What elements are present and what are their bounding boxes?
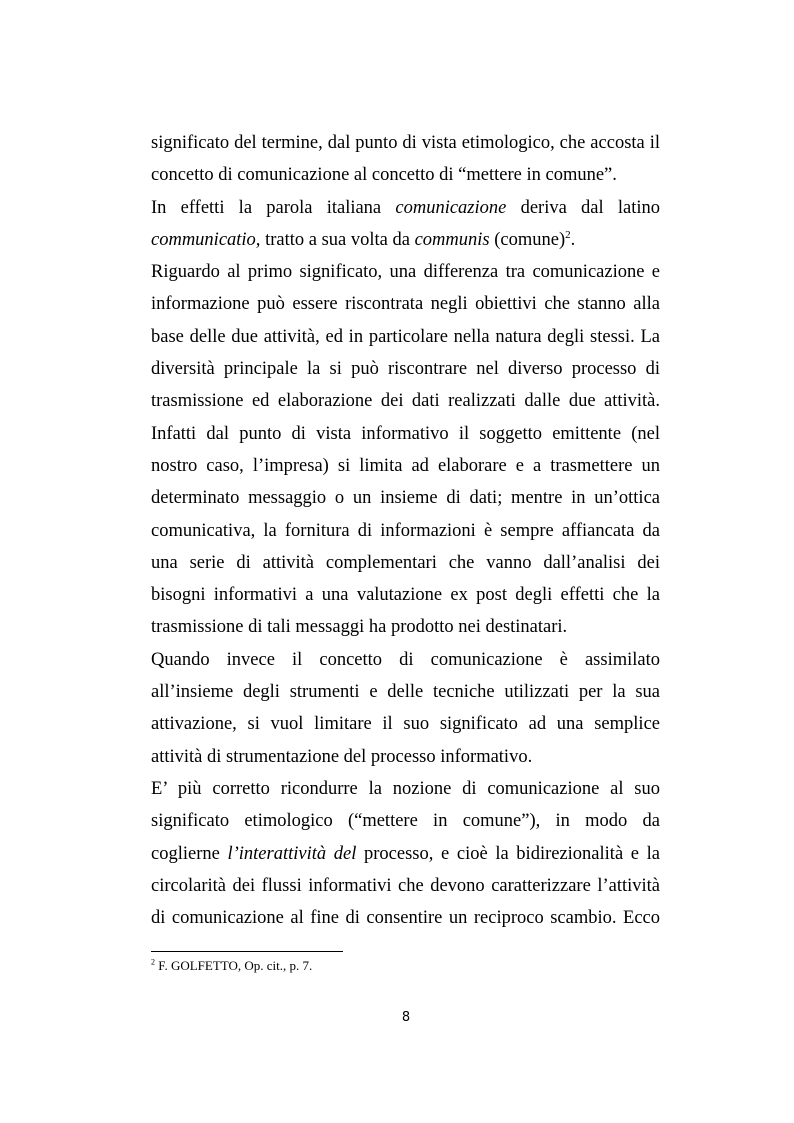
- text-line: nostro caso, l’impresa) si limita ad elaborare e a trasmettere un: [151, 455, 660, 476]
- footnote-text: F. GOLFETTO, Op. cit., p. 7.: [155, 958, 313, 973]
- italic-term-comunicazione: comunicazione: [395, 197, 507, 218]
- text-line: circolarità dei flussi informativi che devono caratterizzare l’attività: [151, 875, 660, 896]
- footnote-separator: [151, 951, 343, 952]
- italic-term-communis: communis: [414, 229, 490, 250]
- page-number: 8: [401, 1010, 411, 1025]
- text-line: trasmissione di tali messaggi ha prodotto nei destinatari.: [151, 617, 568, 638]
- text-line: comunicativa, la fornitura di informazioni è sempre affiancata da: [151, 520, 660, 541]
- text-line: concetto di comunicazione al concetto di “mettere in comune”.: [151, 165, 617, 186]
- text-line: In effetti la parola italiana comunicazione deriva dal latino: [151, 197, 660, 218]
- text-line: E’ più corretto ricondurre la nozione di comunicazione al suo: [151, 778, 660, 799]
- text-line: determinato messaggio o un insieme di dati; mentre in un’ottica: [151, 488, 660, 509]
- text-line: di comunicazione al fine di consentire un reciproco scambio. Ecco: [151, 908, 660, 929]
- text-line: Infatti dal punto di vista informativo il soggetto emittente (nel: [151, 423, 660, 444]
- italic-term-communicatio: communicatio,: [151, 229, 261, 250]
- text-line: significato etimologico (“mettere in comune”), in modo da: [151, 811, 660, 832]
- text-line: all’insieme degli strumenti e delle tecniche utilizzati per la sua: [151, 682, 660, 703]
- text-line: diversità principale la si può riscontrare nel diverso processo di: [151, 359, 660, 380]
- footnote: [151, 958, 312, 974]
- text-line: attività di strumentazione del processo informativo.: [151, 746, 533, 767]
- text-line: communicatio, tratto a sua volta da communis (comune)$^2$.: [151, 228, 576, 250]
- footnote-reference[interactable]: 2: [565, 228, 571, 241]
- text-line: attivazione, si vuol limitare il suo significato ad una semplice: [151, 714, 660, 735]
- text-line: significato del termine, dal punto di vista etimologico, che accosta il: [151, 133, 660, 153]
- body-text: [151, 127, 660, 934]
- text-line: Quando invece il concetto di comunicazione è assimilato: [151, 649, 660, 670]
- text-line: una serie di attività complementari che vanno dall’analisi dei: [151, 552, 660, 573]
- italic-term-interattivita: l’interattività del: [227, 843, 357, 864]
- footnote-marker: 2: [151, 957, 155, 967]
- text-line: base delle due attività, ed in particolare nella natura degli stessi. La: [151, 326, 660, 347]
- text-line: informazione può essere riscontrata negli obiettivi che stanno alla: [151, 294, 660, 315]
- text-line: coglierne l’interattività del processo, e cioè la bidirezionalità e la: [151, 843, 660, 864]
- text-line: bisogni informativi a una valutazione ex post degli effetti che la: [151, 585, 660, 606]
- text-line: trasmissione ed elaborazione dei dati realizzati dalle due attività.: [151, 391, 660, 412]
- text-line: Riguardo al primo significato, una differenza tra comunicazione e: [151, 262, 660, 283]
